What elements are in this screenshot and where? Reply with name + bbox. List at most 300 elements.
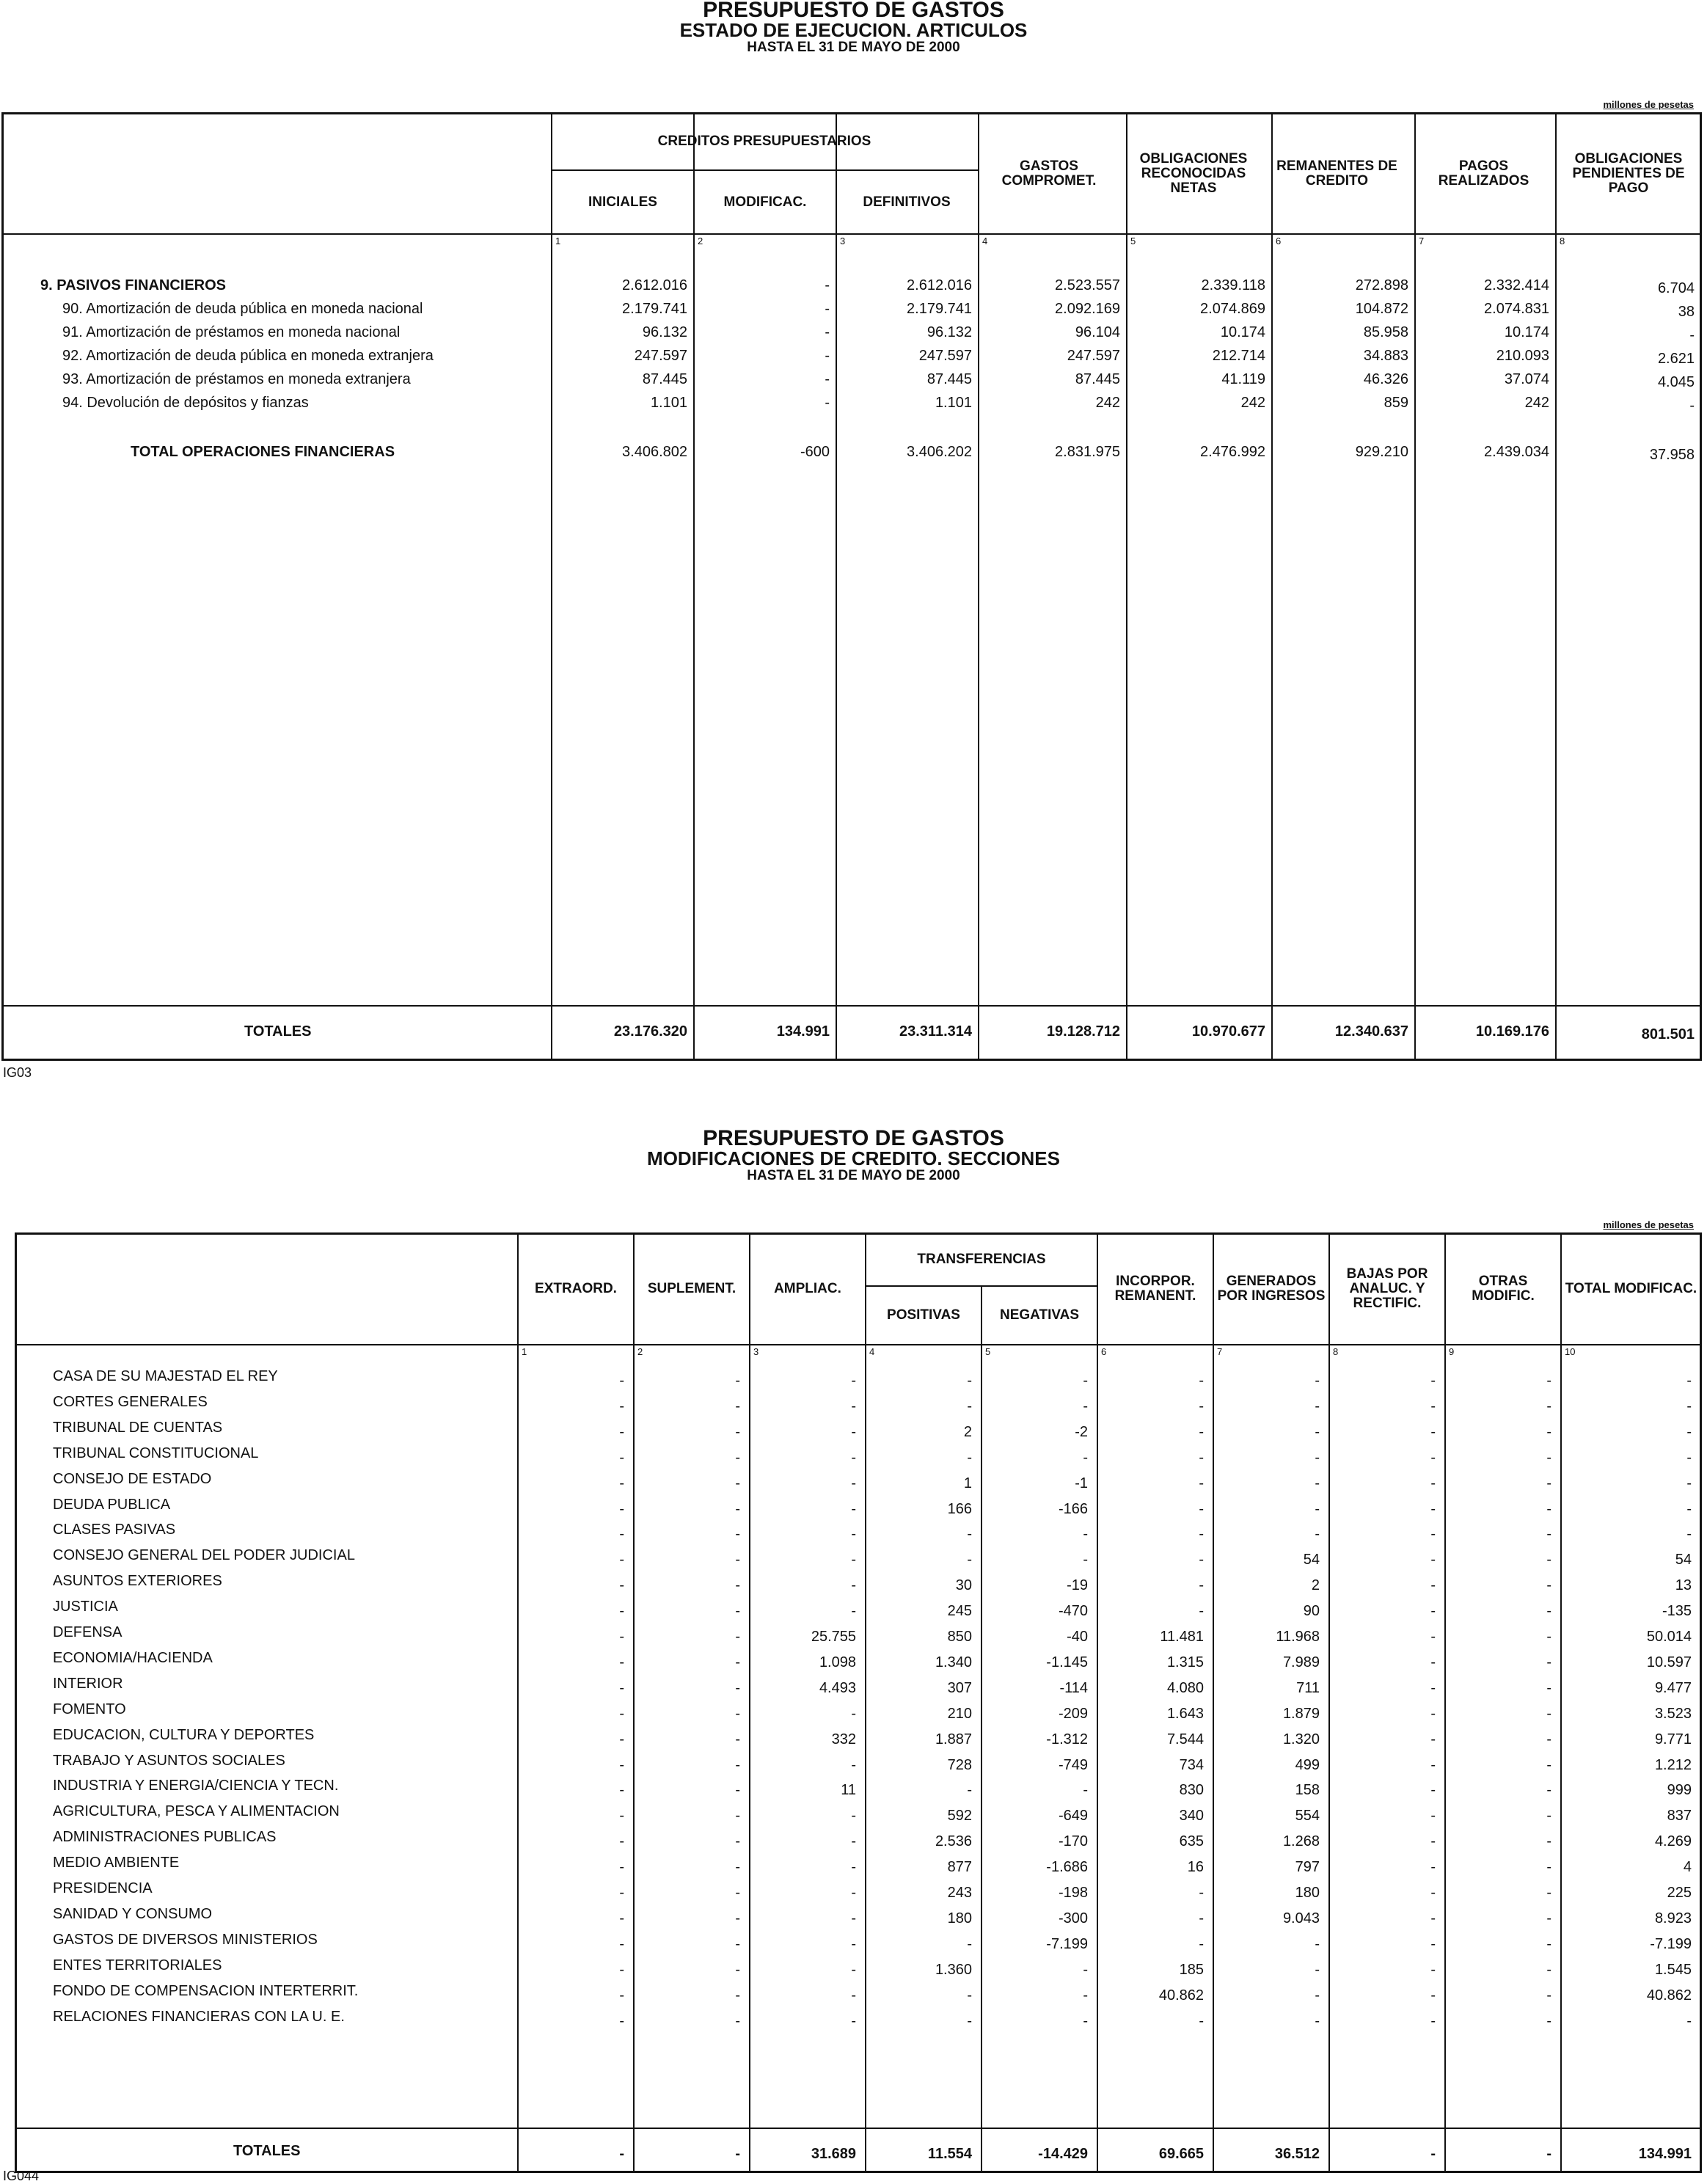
s1-cell: 2.179.741 [907,301,972,317]
s2-cell: - [1315,1450,1320,1466]
s2-cell: 9.043 [1282,1910,1320,1926]
s1-cell: 247.597 [918,348,972,364]
s2-cell: - [1083,1526,1088,1542]
s2-totals-top [15,2128,1702,2129]
s2-cell: - [619,1424,624,1440]
s2-cell: - [619,1885,624,1901]
s2-col-divider [865,1232,866,2173]
s2-col-number: 6 [1101,1346,1107,1357]
s1-col-number: 7 [1419,235,1425,246]
s2-hdr-bajas: BAJAS POR ANALUC. Y RECTIFIC. [1346,1266,1428,1311]
s2-hdr-otras: OTRAS MODIFIC. [1472,1274,1535,1304]
s2-cell: - [619,1936,624,1952]
s2-cell: - [967,1450,972,1466]
s1-cell: - [825,277,830,293]
s2-cell: - [735,1654,740,1670]
s1-totals-label: TOTALES [244,1023,312,1040]
s2-cell: - [1686,1424,1692,1440]
s1-cell: - [825,324,830,340]
s2-cell: - [619,1398,624,1414]
s1-cell: 96.132 [926,324,972,340]
s2-cell: - [1430,1424,1436,1440]
s2-cell: - [735,1577,740,1593]
s1-cell: 2.523.557 [1055,277,1120,293]
s2-cell: 180 [1295,1885,1320,1901]
s2-cell: - [619,1450,624,1466]
s2-cell: - [1430,1936,1436,1952]
s2-cell: - [1546,1833,1551,1849]
s1-cell: 2.612.016 [907,277,972,293]
s2-cell: - [1430,1603,1436,1619]
s2-cell: -470 [1058,1603,1088,1619]
s2-cell: - [1199,1552,1204,1568]
s2-cell: - [1430,1680,1436,1696]
s1-col-number: 4 [982,235,988,246]
s2-cell: - [851,1859,856,1875]
s2-cell: - [735,1552,740,1568]
s1-cell: 104.872 [1355,301,1408,317]
s2-cell: - [1546,1680,1551,1696]
s1-col-number: 2 [698,235,703,246]
section1-code: IG03 [3,1065,32,1080]
s2-cell: - [1430,1962,1436,1978]
s2-hdr-suplement: SUPLEMENT. [647,1281,736,1296]
s2-cell: -209 [1058,1706,1088,1722]
s2-cell: - [1199,1475,1204,1491]
s2-cell: - [619,1757,624,1773]
s2-cell: 11.968 [1276,1629,1320,1645]
s1-total-ops-cell: 3.406.202 [907,444,972,460]
s2-totals-label: TOTALES [233,2143,301,2159]
s2-cell: 243 [947,1885,972,1901]
s1-cell: 87.445 [1075,371,1120,387]
s2-cell: - [735,1962,740,1978]
s2-col-divider [749,1232,750,2173]
s2-totals-cell: - [1546,2146,1551,2162]
s2-cell: - [1315,1373,1320,1389]
s2-cell: - [735,1782,740,1798]
s2-cell: - [1546,1552,1551,1568]
s2-row-label: ADMINISTRACIONES PUBLICAS [53,1829,277,1845]
s1-cell: 1.101 [650,395,687,411]
s2-cell: - [851,1885,856,1901]
s2-cell: -649 [1058,1808,1088,1824]
s2-cell: 635 [1179,1833,1204,1849]
s2-cell: - [735,1603,740,1619]
s2-hdr-generados: GENERADOS POR INGRESOS [1217,1274,1326,1304]
s1-row-label: 94. Devolución de depósitos y fianzas [62,395,309,411]
s2-cell: - [1430,1501,1436,1517]
s2-cell: -1 [1075,1475,1088,1491]
s2-col-divider [1444,1232,1446,2173]
s2-cell: - [619,1577,624,1593]
s2-cell: - [1430,1808,1436,1824]
s2-cell: -300 [1058,1910,1088,1926]
s2-col-number: 8 [1333,1346,1339,1357]
s2-cell: -198 [1058,1885,1088,1901]
s2-cell: - [1546,1808,1551,1824]
s2-cell: - [851,1987,856,2004]
s2-cell: - [1546,1962,1551,1978]
s1-cell: 242 [1095,395,1120,411]
s2-cell: - [851,2013,856,2029]
s2-cell: 1.879 [1282,1706,1320,1722]
s2-cell: - [619,1782,624,1798]
section1-date: HASTA EL 31 DE MAYO DE 2000 [747,40,960,55]
s2-cell: 90 [1303,1603,1320,1619]
s2-cell: - [1430,1731,1436,1747]
s2-cell: - [735,1526,740,1542]
s2-cell: 1.212 [1654,1757,1692,1773]
s2-hdr-total: TOTAL MODIFICAC. [1565,1281,1697,1296]
s2-cell: - [1430,2013,1436,2029]
s2-cell: 2.536 [935,1833,972,1849]
s2-totals-cell: - [1430,2146,1436,2162]
s2-cell: - [1199,1450,1204,1466]
s1-total-ops-cell: 37.958 [1649,447,1695,463]
s2-cell: - [851,1450,856,1466]
s1-totals-cell: 23.311.314 [899,1023,972,1040]
s2-cell: - [1546,1577,1551,1593]
s2-cell: - [1083,1962,1088,1978]
s1-col-divider [978,112,979,1061]
s2-cell: - [1546,1731,1551,1747]
s2-cell: - [1199,1910,1204,1926]
s1-cell: 212.714 [1212,348,1265,364]
s2-cell: 4 [1683,1859,1692,1875]
s1-cell: 96.104 [1075,324,1120,340]
s2-cell: 1.320 [1282,1731,1320,1747]
s2-cell: - [1199,1424,1204,1440]
s2-cell: 830 [1179,1782,1204,1798]
s1-cell: - [825,395,830,411]
s2-cell: - [735,1987,740,2004]
s2-row-label: PRESIDENCIA [53,1880,153,1896]
s2-cell: -2 [1075,1424,1088,1440]
s2-cell: -1.312 [1046,1731,1088,1747]
s2-cell: - [1315,1475,1320,1491]
s2-row-label: CASA DE SU MAJESTAD EL REY [53,1368,278,1384]
s1-hdr-obligaciones: OBLIGACIONES RECONOCIDAS NETAS [1139,150,1248,196]
s2-row-label: ECONOMIA/HACIENDA [53,1650,213,1666]
s1-col-divider [693,112,695,1061]
s2-cell: 1.887 [935,1731,972,1747]
s2-cell: - [1083,1450,1088,1466]
s1-cell: 4.045 [1657,374,1695,390]
s2-cell: - [735,1398,740,1414]
s1-group-label: 9. PASIVOS FINANCIEROS [40,277,227,293]
s2-cell: 7.544 [1166,1731,1204,1747]
s2-row-label: TRIBUNAL CONSTITUCIONAL [53,1445,259,1461]
s2-cell: - [735,1885,740,1901]
s2-cell: -7.199 [1650,1936,1692,1952]
s2-cell: - [967,1782,972,1798]
s1-cell: 272.898 [1355,277,1408,293]
s2-cell: - [851,1424,856,1440]
s2-cell: - [967,1552,972,1568]
s1-cell: 2.074.869 [1200,301,1265,317]
s2-cell: - [1315,1526,1320,1542]
s2-cell: -1.145 [1046,1654,1088,1670]
s2-cell: - [1686,1526,1692,1542]
s1-totals-cell: 12.340.637 [1334,1023,1408,1040]
s2-cell: - [1430,1885,1436,1901]
s1-col-number: 6 [1276,235,1282,246]
s2-totals-cell: - [619,2146,624,2162]
s2-col-number: 2 [637,1346,643,1357]
s2-cell: 2 [963,1424,972,1440]
s2-cell: 8.923 [1654,1910,1692,1926]
s1-cell: 242 [1524,395,1549,411]
s2-cell: 592 [947,1808,972,1824]
s1-cell: 96.132 [642,324,687,340]
s2-row-label: DEUDA PUBLICA [53,1497,171,1513]
s2-cell: 1.360 [935,1962,972,1978]
s2-cell: 4.080 [1166,1680,1204,1696]
s1-row-label: 91. Amortización de préstamos en moneda nacional [62,324,401,340]
s2-cell: - [967,2013,972,2029]
s2-cell: - [1315,1936,1320,1952]
s1-total-ops-cell: 2.476.992 [1200,444,1265,460]
s1-total-ops-cell: 3.406.802 [622,444,687,460]
s2-cell: 9.477 [1654,1680,1692,1696]
s1-cell: 41.119 [1221,371,1265,387]
s2-cell: - [1546,1654,1551,1670]
s2-totals-cell: 134.991 [1638,2146,1692,2162]
s2-cell: - [1546,1782,1551,1798]
s2-cell: - [735,1706,740,1722]
s2-cell: - [851,1552,856,1568]
section1-units: millones de pesetas [1603,99,1694,110]
s2-cell: - [1430,1398,1436,1414]
s2-cell: - [1686,1398,1692,1414]
s2-cell: 797 [1295,1859,1320,1875]
s2-cell: - [1430,1450,1436,1466]
s2-col-number: 5 [985,1346,991,1357]
s2-cell: - [1430,1987,1436,2004]
s2-row-label: INDUSTRIA Y ENERGIA/CIENCIA Y TECN. [53,1778,339,1794]
section2-title: PRESUPUESTO DE GASTOS [703,1126,1004,1150]
s2-cell: 1.340 [935,1654,972,1670]
s2-cell: - [1546,1910,1551,1926]
s2-cell: - [735,1475,740,1491]
s2-cell: - [1546,1373,1551,1389]
s2-cell: - [851,1808,856,1824]
s2-cell: - [1546,1706,1551,1722]
s2-cell: -40 [1067,1629,1088,1645]
s2-cell: - [1315,1398,1320,1414]
s2-row-label: MEDIO AMBIENTE [53,1855,180,1871]
s2-cell: 158 [1295,1782,1320,1798]
s2-cell: 1.643 [1166,1706,1204,1722]
s2-cell: - [1546,1859,1551,1875]
s2-totals-cell: 69.665 [1158,2146,1204,2162]
s2-row-label: ASUNTOS EXTERIORES [53,1573,222,1589]
s2-cell: - [1430,1577,1436,1593]
s2-cell: - [851,1757,856,1773]
s2-cell: 3.523 [1654,1706,1692,1722]
s2-cell: 340 [1179,1808,1204,1824]
s2-cell: 180 [947,1910,972,1926]
s1-total-ops-cell: 2.831.975 [1055,444,1120,460]
s2-cell: - [1199,1603,1204,1619]
s1-cell: 6.704 [1657,280,1695,296]
s1-cell: 10.174 [1504,324,1549,340]
section1-subtitle: ESTADO DE EJECUCION. ARTICULOS [679,19,1028,41]
s2-cell: - [619,1373,624,1389]
s2-row-label: DEFENSA [53,1624,123,1640]
s1-cell: 2.612.016 [622,277,687,293]
s2-cell: - [1546,1936,1551,1952]
s1-cell: - [1689,398,1695,414]
s2-cell: - [735,1757,740,1773]
s2-cell: - [735,1833,740,1849]
s1-cell: 85.958 [1363,324,1408,340]
s2-cell: - [967,1526,972,1542]
section2-date: HASTA EL 31 DE MAYO DE 2000 [747,1168,960,1183]
s2-cell: - [735,1731,740,1747]
s2-col-number: 7 [1217,1346,1223,1357]
s2-cell: 245 [947,1603,972,1619]
s2-cell: - [619,1680,624,1696]
s2-cell: 499 [1295,1757,1320,1773]
s1-col-number: 5 [1130,235,1136,246]
s1-cell: - [825,371,830,387]
s2-cell: - [1546,1603,1551,1619]
s2-col-number: 4 [869,1346,875,1357]
s2-cell: 166 [947,1501,972,1517]
s2-col-number: 3 [753,1346,759,1357]
s2-cell: 850 [947,1629,972,1645]
s2-cell: 16 [1187,1859,1204,1875]
s2-row-label: FONDO DE COMPENSACION INTERTERRIT. [53,1983,359,1999]
s2-row-label: TRIBUNAL DE CUENTAS [53,1420,223,1436]
s2-cell: 7.989 [1282,1654,1320,1670]
s2-row-label: INTERIOR [53,1676,123,1692]
section1-title-block [0,0,1707,56]
s2-cell: - [735,1680,740,1696]
s1-totals-cell: 801.501 [1641,1026,1695,1042]
s2-cell: - [1546,1450,1551,1466]
s2-cell: - [1430,1757,1436,1773]
s2-cell: - [735,1501,740,1517]
s2-cell: - [619,1501,624,1517]
s2-cell: - [967,1373,972,1389]
s2-cell: 999 [1667,1782,1692,1798]
s2-cell: -166 [1058,1501,1088,1517]
s1-row-label: 93. Amortización de préstamos en moneda extranjera [62,371,411,387]
s2-row-label: CONSEJO GENERAL DEL PODER JUDICIAL [53,1547,355,1563]
s2-row-label: SANIDAD Y CONSUMO [53,1906,213,1922]
s2-cell: 30 [955,1577,972,1593]
s2-cell: - [619,1654,624,1670]
s2-cell: - [1083,2013,1088,2029]
s2-cell: - [1546,1475,1551,1491]
s2-cell: - [1430,1859,1436,1875]
s1-cell: 46.326 [1363,371,1408,387]
s2-cell: 1.268 [1282,1833,1320,1849]
s1-totals-cell: 10.970.677 [1191,1023,1265,1040]
s2-row-label: CLASES PASIVAS [53,1522,176,1538]
s1-totals-top [1,1005,1702,1007]
s2-cell: - [619,1475,624,1491]
s1-row-label: 92. Amortización de deuda pública en moneda extranjera [62,348,434,364]
s2-cell: - [619,2013,624,2029]
s2-cell: - [619,1629,624,1645]
s2-cell: 734 [1179,1757,1204,1773]
s2-col-number: 9 [1449,1346,1455,1357]
s2-row-label: TRABAJO Y ASUNTOS SOCIALES [53,1753,285,1769]
s2-cell: - [1430,1833,1436,1849]
s1-cell: - [1689,327,1695,343]
s2-cell: - [1546,1501,1551,1517]
s2-hdr-ampliac: AMPLIAC. [774,1281,841,1296]
s2-cell: - [619,1706,624,1722]
s2-row-label: CONSEJO DE ESTADO [53,1471,212,1487]
s2-cell: 40.862 [1158,1987,1204,2004]
s2-cell: 11.481 [1160,1629,1204,1645]
s2-hdr-transfer: TRANSFERENCIAS [917,1252,1046,1267]
section2-units: millones de pesetas [1603,1219,1694,1230]
s2-row-label: JUSTICIA [53,1599,118,1615]
s1-hdr-creditos: CREDITOS PRESUPUESTARIOS [657,134,871,149]
s2-cell: - [1199,1501,1204,1517]
s1-totals-cell: 134.991 [776,1023,830,1040]
s1-col-divider [1271,112,1273,1061]
s2-row-label: RELACIONES FINANCIERAS CON LA U. E. [53,2009,345,2025]
s1-header-bottom [1,233,1702,235]
s2-cell: - [1315,1962,1320,1978]
s2-cell: - [1546,1398,1551,1414]
s1-hdr-pagos: PAGOS REALIZADOS [1438,158,1529,189]
s1-hdr-definitivos: DEFINITIVOS [863,194,951,210]
s2-cell: - [619,1731,624,1747]
s2-cell: 54 [1675,1552,1692,1568]
s2-cell: - [1315,2013,1320,2029]
s2-col-divider [981,1285,982,2173]
section1-title: PRESUPUESTO DE GASTOS [703,0,1004,22]
s2-cell: - [735,1373,740,1389]
s1-cell: 242 [1240,395,1265,411]
s2-cell: - [735,1859,740,1875]
s2-totals-cell: 31.689 [811,2146,856,2162]
s2-cell: - [1315,1987,1320,2004]
s2-cell: 9.771 [1654,1731,1692,1747]
s2-cell: - [851,1501,856,1517]
s2-cell: - [1686,1475,1692,1491]
s2-cell: - [1199,1398,1204,1414]
s2-cell: - [735,1808,740,1824]
s2-totals-cell: - [735,2146,740,2162]
s1-cell: 2.621 [1657,351,1695,367]
s2-cell: - [619,1859,624,1875]
s1-cell: 2.092.169 [1055,301,1120,317]
s2-cell: - [851,1398,856,1414]
s2-cell: - [1430,1373,1436,1389]
s2-cell: 877 [947,1859,972,1875]
s2-col-divider [633,1232,635,2173]
s1-total-ops-cell: 929.210 [1355,444,1408,460]
s2-cell: -114 [1059,1680,1088,1696]
s1-totals-cell: 23.176.320 [613,1023,687,1040]
s1-cell: 859 [1383,395,1408,411]
s1-cell: - [825,301,830,317]
s2-cell: 25.755 [811,1629,856,1645]
s2-totals-cell: 11.554 [927,2146,972,2162]
s1-col-divider [551,112,552,1061]
s2-cell: - [1199,1526,1204,1542]
s2-cell: - [851,1526,856,1542]
